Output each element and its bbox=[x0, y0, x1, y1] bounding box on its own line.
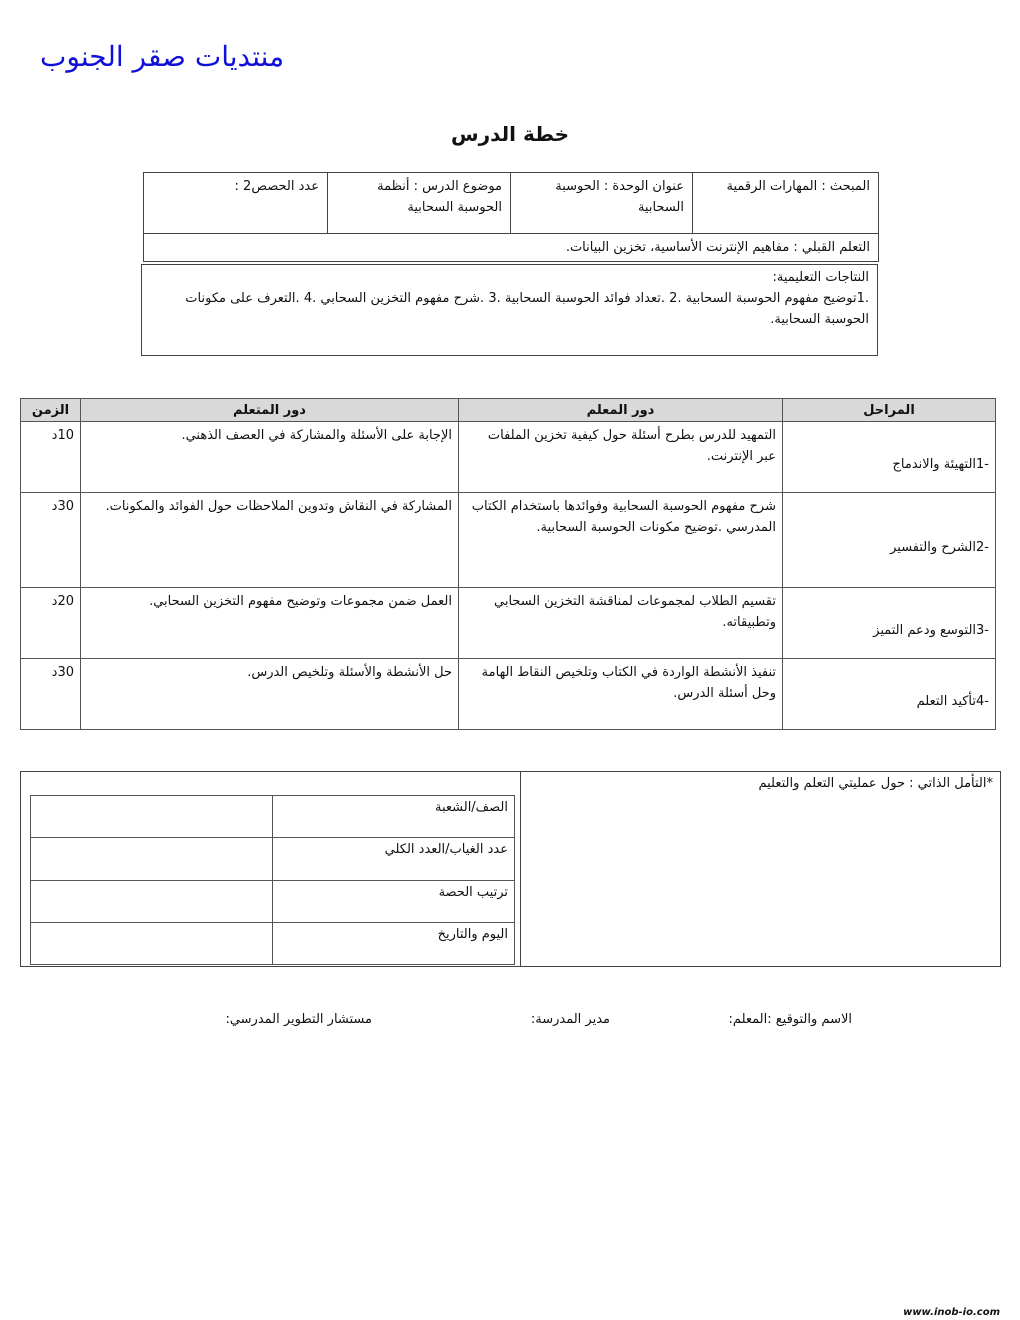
principal-signature: مدير المدرسة: bbox=[530, 1012, 610, 1027]
self-reflection-label: *التأمل الذاتي : حول عمليتي التعلم والتعليم bbox=[758, 776, 993, 791]
lesson-header-table bbox=[143, 172, 879, 262]
table-row bbox=[31, 922, 515, 964]
table-row bbox=[31, 796, 515, 838]
teacher-role-cell: تنفيذ الأنشطة الواردة في الكتاب وتلخيص النقاط الهامة وحل أسئلة الدرس. bbox=[459, 659, 783, 730]
consultant-signature: مستشار التطوير المدرسي: bbox=[225, 1012, 372, 1027]
teacher-signature: الاسم والتوقيع :المعلم: bbox=[728, 1012, 852, 1027]
time-cell: 30د bbox=[21, 493, 81, 588]
col-learner-role: دور المتعلم bbox=[81, 399, 459, 422]
period-order-value[interactable] bbox=[31, 880, 273, 922]
class-section-label: الصف/الشعبة bbox=[273, 796, 515, 838]
period-order-label: ترتيب الحصة bbox=[273, 880, 515, 922]
stages-table bbox=[20, 398, 996, 730]
class-info-table bbox=[30, 795, 515, 965]
time-cell: 30د bbox=[21, 659, 81, 730]
learner-role-cell: المشاركة في النقاش وتدوين الملاحظات حول الفوائد والمكونات. bbox=[81, 493, 459, 588]
absence-count-label: عدد الغياب/العدد الكلي bbox=[273, 838, 515, 880]
class-section-value[interactable] bbox=[31, 796, 273, 838]
table-row bbox=[31, 880, 515, 922]
col-stages: المراحل bbox=[783, 399, 996, 422]
table-row bbox=[31, 838, 515, 880]
unit-cell: عنوان الوحدة : الحوسبة السحابية bbox=[555, 179, 684, 215]
table-row bbox=[21, 422, 996, 493]
site-title: منتديات صقر الجنوب bbox=[40, 40, 285, 73]
table-row bbox=[21, 493, 996, 588]
teacher-role-cell: التمهيد للدرس بطرح أسئلة حول كيفية تخزين الملفات عبر الإنترنت. bbox=[459, 422, 783, 493]
col-teacher-role: دور المعلم bbox=[459, 399, 783, 422]
outcomes-text: .1توضيح مفهوم الحوسبة السحابية .2 .تعداد فوائد الحوسبة السحابية .3 .شرح مفهوم التخزين السحابي .4 .التعرف على مكونات الحوسبة السحابية. bbox=[185, 291, 869, 327]
learner-role-cell: حل الأنشطة والأسئلة وتلخيص الدرس. bbox=[81, 659, 459, 730]
footer-url: www.inob-io.com bbox=[903, 1307, 1000, 1318]
teacher-role-cell: شرح مفهوم الحوسبة السحابية وفوائدها باستخدام الكتاب المدرسي .توضيح مكونات الحوسبة السحابية. bbox=[459, 493, 783, 588]
learner-role-cell: الإجابة على الأسئلة والمشاركة في العصف الذهني. bbox=[81, 422, 459, 493]
table-row bbox=[21, 659, 996, 730]
plan-title: خطة الدرس bbox=[450, 122, 570, 146]
outcomes-box bbox=[141, 264, 878, 356]
stage-cell: -1التهيئة والاندماج bbox=[783, 422, 996, 493]
col-time: الزمن bbox=[21, 399, 81, 422]
time-cell: 10د bbox=[21, 422, 81, 493]
stage-cell: -4تأكيد التعلم bbox=[783, 659, 996, 730]
absence-count-value[interactable] bbox=[31, 838, 273, 880]
day-date-value[interactable] bbox=[31, 922, 273, 964]
table-row bbox=[21, 588, 996, 659]
topic-cell: موضوع الدرس : أنظمة الحوسبة السحابية bbox=[377, 179, 502, 215]
subject-cell: المبحث : المهارات الرقمية bbox=[726, 179, 870, 194]
stages-header-row bbox=[21, 399, 996, 422]
time-cell: 20د bbox=[21, 588, 81, 659]
outcomes-label: النتاجات التعليمية: bbox=[772, 270, 869, 285]
day-date-label: اليوم والتاريخ bbox=[273, 922, 515, 964]
stage-cell: -2الشرح والتفسير bbox=[783, 493, 996, 588]
stage-cell: -3التوسع ودعم التميز bbox=[783, 588, 996, 659]
learner-role-cell: العمل ضمن مجموعات وتوضيح مفهوم التخزين السحابي. bbox=[81, 588, 459, 659]
prior-learning-cell: التعلم القبلي : مفاهيم الإنترنت الأساسية، تخزين البيانات. bbox=[565, 240, 870, 255]
teacher-role-cell: تقسيم الطلاب لمجموعات لمناقشة التخزين السحابي وتطبيقاته. bbox=[459, 588, 783, 659]
periods-cell: عدد الحصص2 : bbox=[234, 179, 319, 194]
